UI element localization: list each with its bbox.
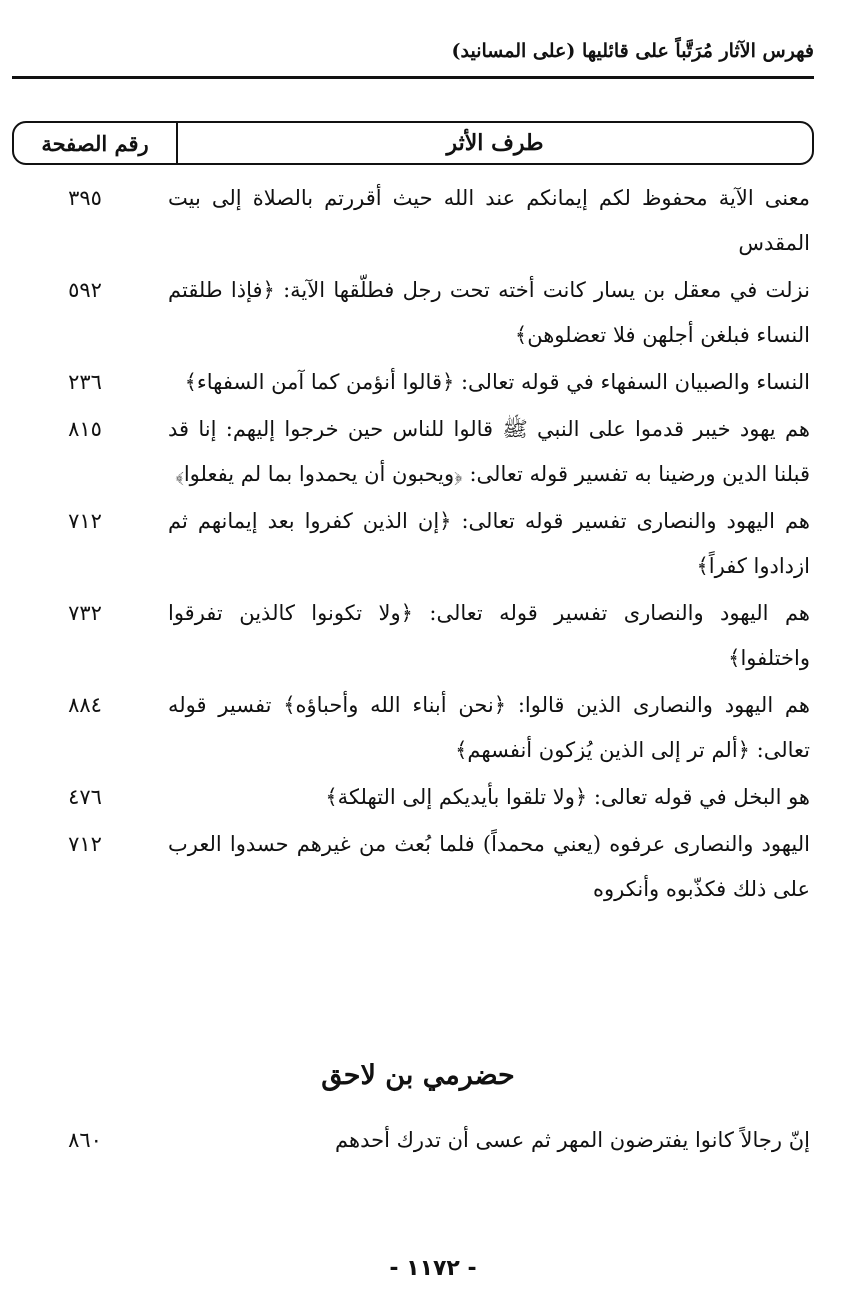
entry-page-number: ٧١٢ <box>68 509 102 533</box>
entry-text: هم اليهود والنصارى تفسير قوله تعالى: ﴿إن الذين كفروا بعد إيمانهم ثم ازدادوا كفراً﴾ <box>168 509 810 578</box>
entry-page-number: ٨٦٠ <box>68 1128 102 1152</box>
index-entries <box>10 176 810 914</box>
entry-text: النساء والصبيان السفهاء في قوله تعالى: ﴿قالوا أنؤمن كما آمن السفهاء﴾ <box>184 370 810 394</box>
index-entry <box>10 268 810 358</box>
index-entry <box>10 407 810 497</box>
entry-text: اليهود والنصارى عرفوه (يعني محمداً) فلما بُعث من غيرهم حسدوا العرب على ذلك فكذّبوه وأنكروه <box>168 832 810 901</box>
entry-page-number: ٨١٥ <box>68 417 102 441</box>
index-entry <box>10 591 810 681</box>
index-entry <box>10 1118 810 1163</box>
entry-text: هم يهود خيبر قدموا على النبي ﷺ قالوا للناس حين خرجوا إليهم: إنا قد قبلنا الدين ورضينا به تفسير قوله تعالى: ﴿ويحبون أن يحمدوا بما لم يفعلوا﴾ <box>168 417 810 486</box>
entry-page-number: ٤٧٦ <box>68 785 102 809</box>
entry-text: هم اليهود والنصارى الذين قالوا: ﴿نحن أبناء الله وأحباؤه﴾ تفسير قوله تعالى: ﴿ألم تر إلى الذين يُزكون أنفسهم﴾ <box>168 693 810 762</box>
section-entries <box>10 1118 810 1165</box>
entry-text: هو البخل في قوله تعالى: ﴿ولا تلقوا بأيديكم إلى التهلكة﴾ <box>325 785 810 809</box>
index-entry <box>10 176 810 266</box>
entry-text: هم اليهود والنصارى تفسير قوله تعالى: ﴿ولا تكونوا كالذين تفرقوا واختلفوا﴾ <box>168 601 810 670</box>
entry-page-number: ٢٣٦ <box>68 370 102 394</box>
entry-text: معنى الآية محفوظ لكم إيمانكم عند الله حيث أقررتم بالصلاة إلى بيت المقدس <box>168 186 810 255</box>
entry-page-number: ٧٣٢ <box>68 601 102 625</box>
index-entry <box>10 822 810 912</box>
entry-text: نزلت في معقل بن يسار كانت أخته تحت رجل فطلّقها الآية: ﴿فإذا طلقتم النساء فبلغن أجلهن فلا تعضلوهن﴾ <box>168 278 810 347</box>
index-entry <box>10 775 810 820</box>
index-entry <box>10 360 810 405</box>
index-table-header <box>12 121 814 165</box>
column-header-athar: طرف الأثر <box>446 130 544 156</box>
entry-page-number: ٨٨٤ <box>68 693 102 717</box>
running-header-title: فهرس الآثار مُرَتَّباً على قائليها (على المسانيد) <box>451 40 814 62</box>
entry-page-number: ٧١٢ <box>68 832 102 856</box>
column-header-page: رقم الصفحة <box>14 123 178 163</box>
section-heading: حضرمي بن لاحق <box>321 1060 515 1091</box>
index-entry <box>10 499 810 589</box>
running-header <box>12 36 814 79</box>
index-entry <box>10 683 810 773</box>
entry-text: إنّ رجالاً كانوا يفترضون المهر ثم عسى أن تدرك أحدهم <box>335 1128 810 1152</box>
entry-page-number: ٥٩٢ <box>68 278 102 302</box>
page-number: - ١١٧٢ - <box>389 1256 477 1281</box>
entry-page-number: ٣٩٥ <box>68 186 102 210</box>
